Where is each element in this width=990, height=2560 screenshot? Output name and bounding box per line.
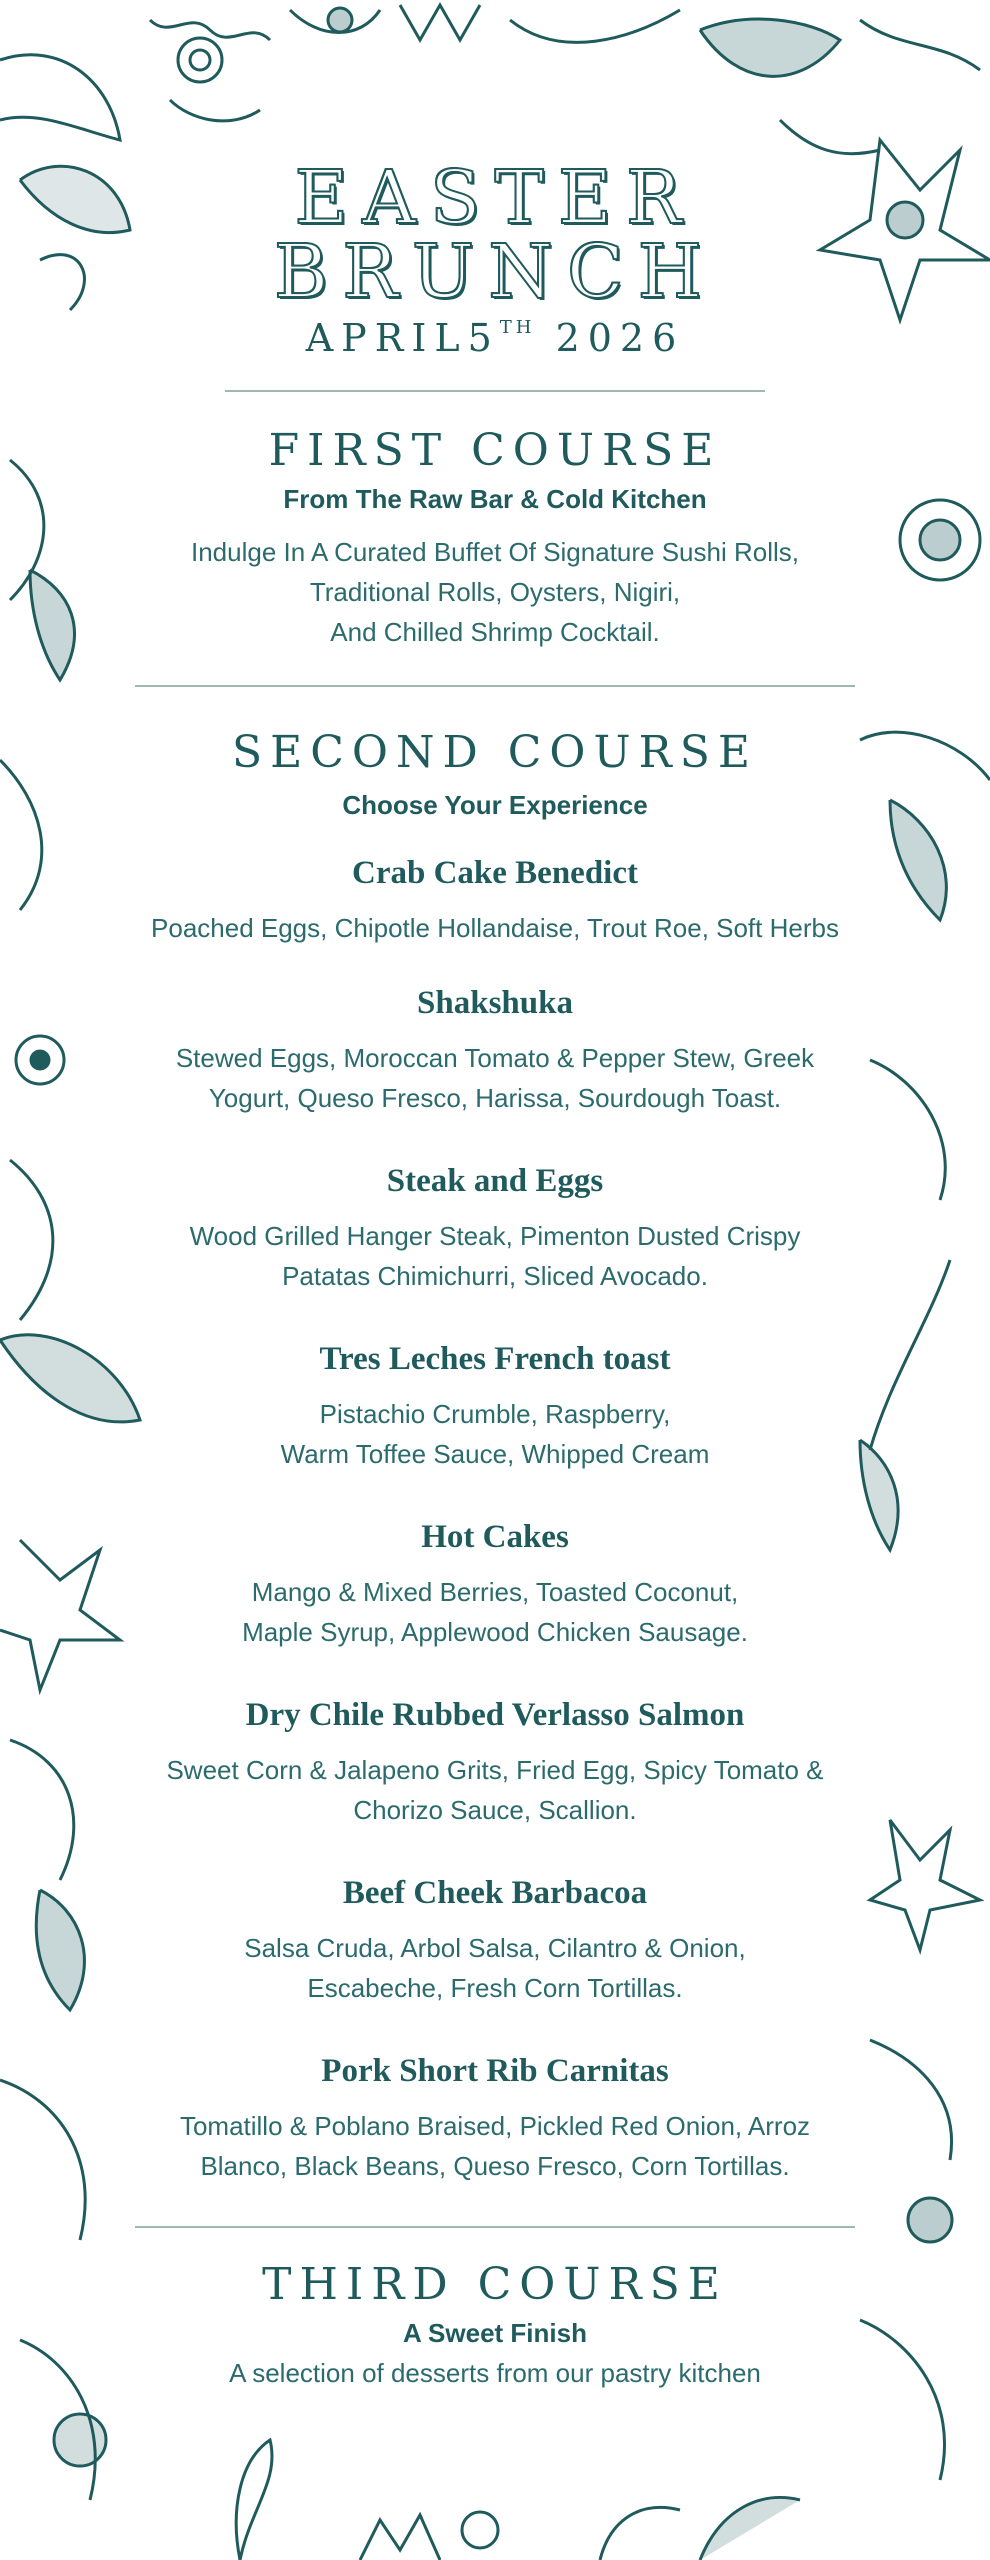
dish-name: Dry Chile Rubbed Verlasso Salmon bbox=[245, 1697, 745, 1733]
description-line: Sweet Corn & Jalapeno Grits, Fried Egg, Spicy Tomato & bbox=[166, 1755, 824, 1785]
title-brunch: BRUNCH bbox=[273, 229, 717, 315]
description-line: Maple Syrup, Applewood Chicken Sausage. bbox=[242, 1617, 748, 1647]
first-course-subheading: From The Raw Bar & Cold Kitchen bbox=[283, 484, 707, 514]
description-line: Mango & Mixed Berries, Toasted Coconut, bbox=[251, 1577, 739, 1607]
dish-description bbox=[0, 1750, 990, 1830]
description-line: Stewed Eggs, Moroccan Tomato & Pepper Stew, Greek bbox=[175, 1043, 815, 1073]
floral-bottom-illustration bbox=[180, 2420, 810, 2560]
dish-description bbox=[0, 1038, 990, 1118]
third-course-subheading: A Sweet Finish bbox=[403, 2318, 587, 2348]
description-line: Warm Toffee Sauce, Whipped Cream bbox=[280, 1439, 710, 1469]
dish-description bbox=[0, 2106, 990, 2186]
description-line: Blanco, Black Beans, Queso Fresco, Corn Tortillas. bbox=[200, 2151, 790, 2181]
third-course-heading: THIRD COURSE bbox=[262, 2259, 728, 2310]
date-month-day: APRIL5 bbox=[305, 316, 500, 360]
dish-name: Beef Cheek Barbacoa bbox=[342, 1875, 648, 1911]
description-line: Escabeche, Fresh Corn Tortillas. bbox=[307, 1973, 683, 2003]
description-line: Traditional Rolls, Oysters, Nigiri, bbox=[309, 577, 681, 607]
floral-top-center-illustration bbox=[280, 0, 500, 80]
description-line: Yogurt, Queso Fresco, Harissa, Sourdough Toast. bbox=[208, 1083, 782, 1113]
description-line: Wood Grilled Hanger Steak, Pimenton Dusted Crispy bbox=[189, 1221, 801, 1251]
dish-description bbox=[0, 1394, 990, 1474]
header-divider bbox=[225, 390, 765, 392]
first-course-heading: FIRST COURSE bbox=[268, 425, 722, 476]
dish-name: Shakshuka bbox=[417, 985, 573, 1021]
dish-name: Pork Short Rib Carnitas bbox=[321, 2053, 669, 2089]
first-course-description bbox=[0, 532, 990, 652]
description-line: And Chilled Shrimp Cocktail. bbox=[330, 617, 660, 647]
event-date bbox=[0, 316, 990, 360]
first-course-divider bbox=[135, 685, 855, 687]
description-line: Patatas Chimichurri, Sliced Avocado. bbox=[282, 1261, 708, 1291]
second-course-divider bbox=[135, 2226, 855, 2228]
dish-description bbox=[0, 1572, 990, 1652]
description-line: Poached Eggs, Chipotle Hollandaise, Trout Roe, Soft Herbs bbox=[151, 913, 839, 943]
description-line: Tomatillo & Poblano Braised, Pickled Red Onion, Arroz bbox=[179, 2111, 811, 2141]
second-course-subheading: Choose Your Experience bbox=[342, 790, 648, 820]
date-suffix: TH bbox=[499, 317, 536, 338]
title-easter: EASTER bbox=[294, 155, 696, 241]
description-line: Pistachio Crumble, Raspberry, bbox=[319, 1399, 671, 1429]
dish-description bbox=[0, 1216, 990, 1296]
dish-name: Steak and Eggs bbox=[386, 1163, 604, 1199]
description-line: Salsa Cruda, Arbol Salsa, Cilantro & Onion, bbox=[244, 1933, 746, 1963]
dish-description bbox=[0, 1928, 990, 2008]
second-course-heading: SECOND COURSE bbox=[232, 727, 758, 778]
description-line: Chorizo Sauce, Scallion. bbox=[353, 1795, 637, 1825]
dish-name: Hot Cakes bbox=[421, 1519, 569, 1555]
third-course-description: A selection of desserts from our pastry kitchen bbox=[229, 2358, 761, 2388]
dish-description bbox=[0, 908, 990, 948]
dish-name: Tres Leches French toast bbox=[319, 1341, 671, 1377]
description-line: Indulge In A Curated Buffet Of Signature Sushi Rolls, bbox=[190, 537, 799, 567]
date-year: 2026 bbox=[555, 316, 685, 360]
dish-name: Crab Cake Benedict bbox=[352, 855, 638, 891]
